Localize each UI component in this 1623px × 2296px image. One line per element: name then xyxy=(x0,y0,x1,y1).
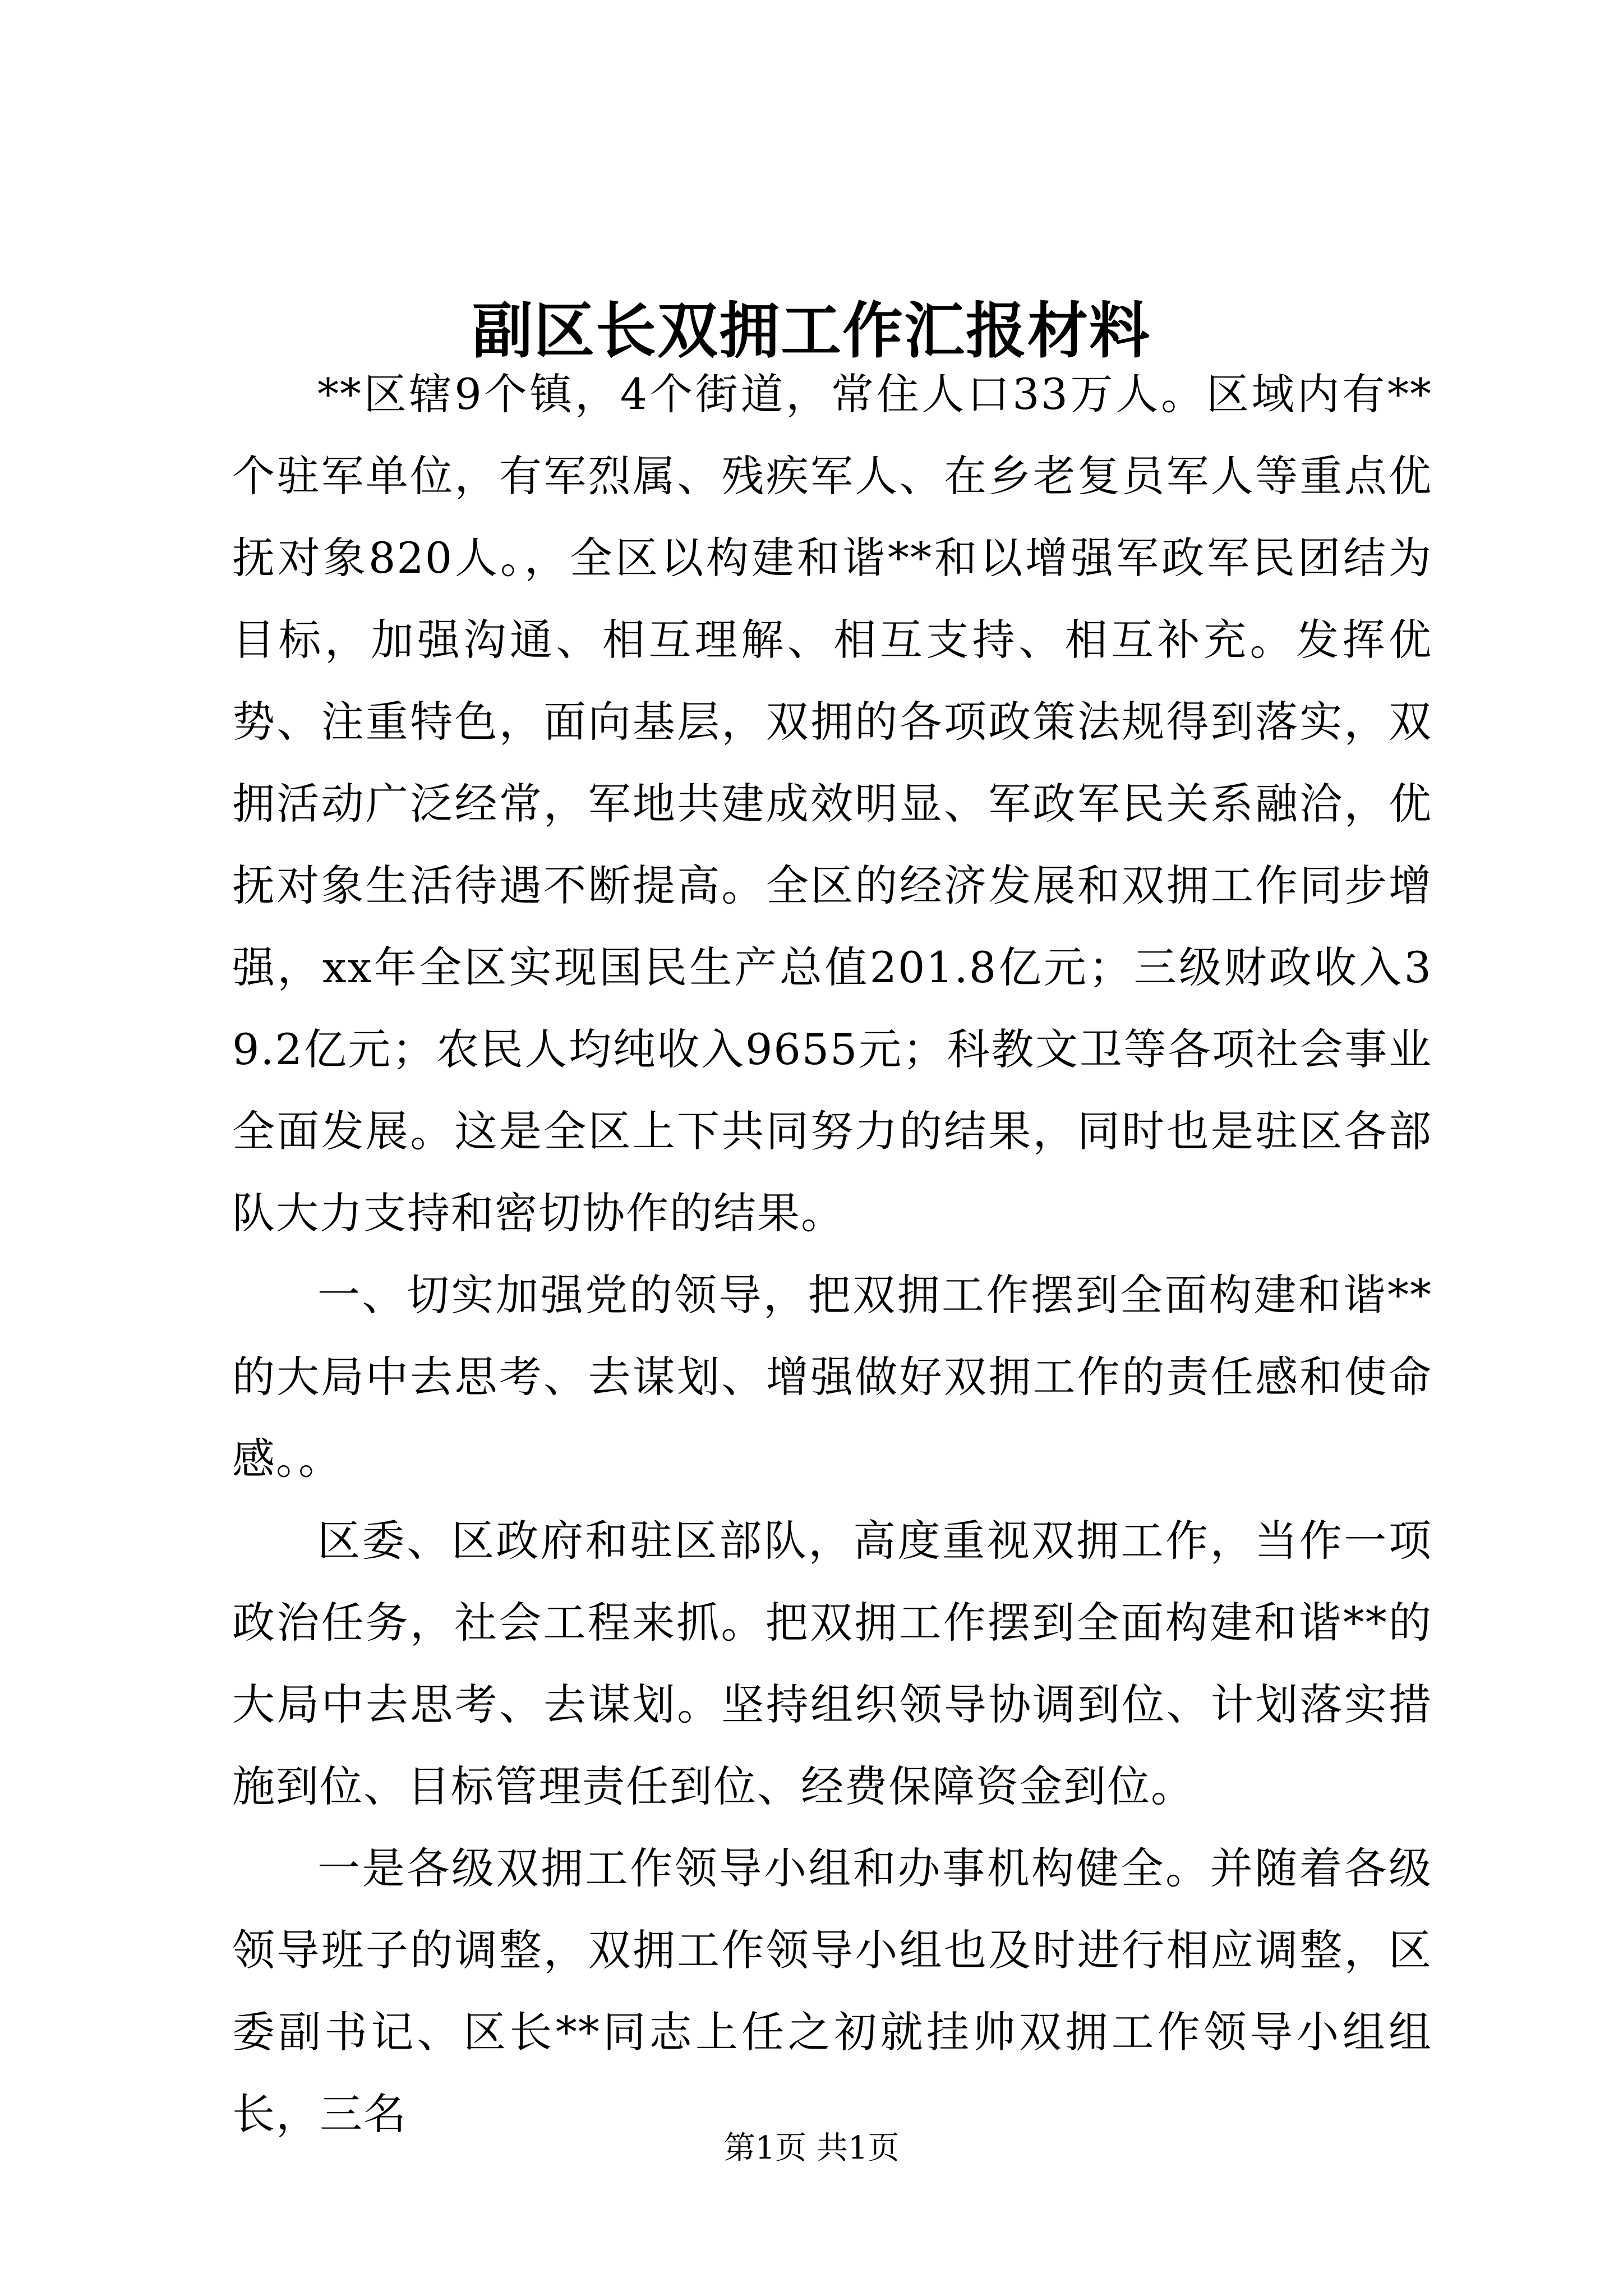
document-title: 副区长双拥工作汇报材料 xyxy=(472,296,1151,366)
page-footer: 第1页 共1页 xyxy=(723,2130,900,2166)
paragraph-intro: **区辖9个镇，4个街道，常住人口33万人。区域内有**个驻军单位，有军烈属、残疾军人、在乡老复员军人等重点优抚对象820人。，全区以构建和谐**和以增强军政军民团结为目标，加强沟通、相互理解、相互支持、相互补充。发挥优势、注重特色，面向基层，双拥的各项政策法规得到落实，双拥活动广泛经常，军地共建成效明显、军政军民关系融洽，优抚对象生活待遇不断提高。全区的经济发展和双拥工作同步增强，xx年全区实现国民生产总值201.8亿元；三级财政收入39.2亿元；农民人均纯收入9655元；科教文卫等各项社会事业全面发展。这是全区上下共同努力的结果，同时也是驻区各部队大力支持和密切协作的结果。 xyxy=(232,369,1432,1238)
paragraph-section-one-body: 区委、区政府和驻区部队，高度重视双拥工作，当作一项政治任务，社会工程来抓。把双拥工作摆到全面构建和谐**的大局中去思考、去谋划。坚持组织领导协调到位、计划落实措施到位、目标管理责任到位、经费保障资金到位。 xyxy=(232,1516,1432,1811)
document-body xyxy=(232,353,1432,2155)
paragraph-section-one-heading: 一、切实加强党的领导，把双拥工作摆到全面构建和谐**的大局中去思考、去谋划、增强做好双拥工作的责任感和使命感。。 xyxy=(232,1270,1432,1484)
paragraph-point-one: 一是各级双拥工作领导小组和办事机构健全。并随着各级领导班子的调整，双拥工作领导小组也及时进行相应调整，区委副书记、区长**同志上任之初就挂帅双拥工作领导小组组长，三名 xyxy=(232,1843,1432,2139)
